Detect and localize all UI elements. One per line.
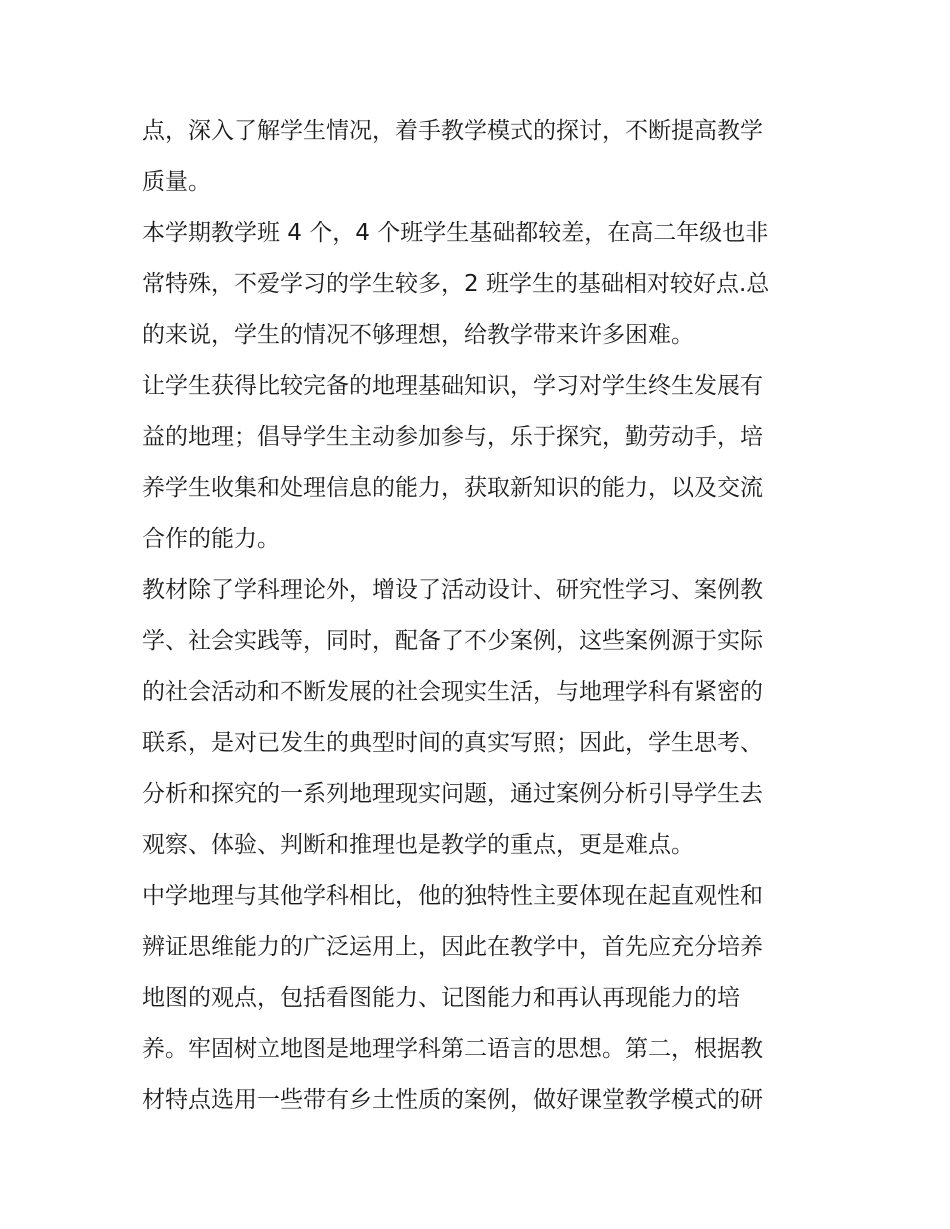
text-line: 常特殊，不爱学习的学生较多，2 班学生的基础相对较好点.总 [142,271,770,297]
text-line: 点，深入了解学生情况，着手教学模式的探讨，不断提高教学 [142,118,763,144]
text-line: 材特点选用一些带有乡土性质的案例，做好课堂教学模式的研 [142,1087,763,1113]
text-line: 联系，是对已发生的典型时间的真实写照；因此，学生思考、 [142,730,763,756]
text-line: 学、社会实践等，同时，配备了不少案例，这些案例源于实际 [142,628,763,654]
text-line: 本学期教学班 4 个，4 个班学生基础都较差，在高二年级也非 [142,220,769,246]
text-line: 养学生收集和处理信息的能力，获取新知识的能力，以及交流 [142,475,763,501]
text-line: 教材除了学科理论外，增设了活动设计、研究性学习、案例教 [142,577,763,603]
text-line: 质量。 [142,169,211,195]
text-line: 养。牢固树立地图是地理学科第二语言的思想。第二，根据教 [142,1036,763,1062]
text-line: 的社会活动和不断发展的社会现实生活，与地理学科有紧密的 [142,679,763,705]
text-line: 合作的能力。 [142,526,280,552]
text-line: 中学地理与其他学科相比，他的独特性主要体现在起直观性和 [142,883,763,909]
text-line: 益的地理；倡导学生主动参加参与，乐于探究，勤劳动手，培 [142,424,763,450]
text-line: 分析和探究的一系列地理现实问题，通过案例分析引导学生去 [142,781,763,807]
text-line: 让学生获得比较完备的地理基础知识，学习对学生终生发展有 [142,373,763,399]
text-line: 辨证思维能力的广泛运用上，因此在教学中，首先应充分培养 [142,934,763,960]
text-line: 的来说，学生的情况不够理想，给教学带来许多困难。 [142,322,694,348]
body-text [142,106,814,1126]
text-line: 地图的观点，包括看图能力、记图能力和再认再现能力的培 [142,985,740,1011]
text-line: 观察、体验、判断和推理也是教学的重点，更是难点。 [142,832,694,858]
